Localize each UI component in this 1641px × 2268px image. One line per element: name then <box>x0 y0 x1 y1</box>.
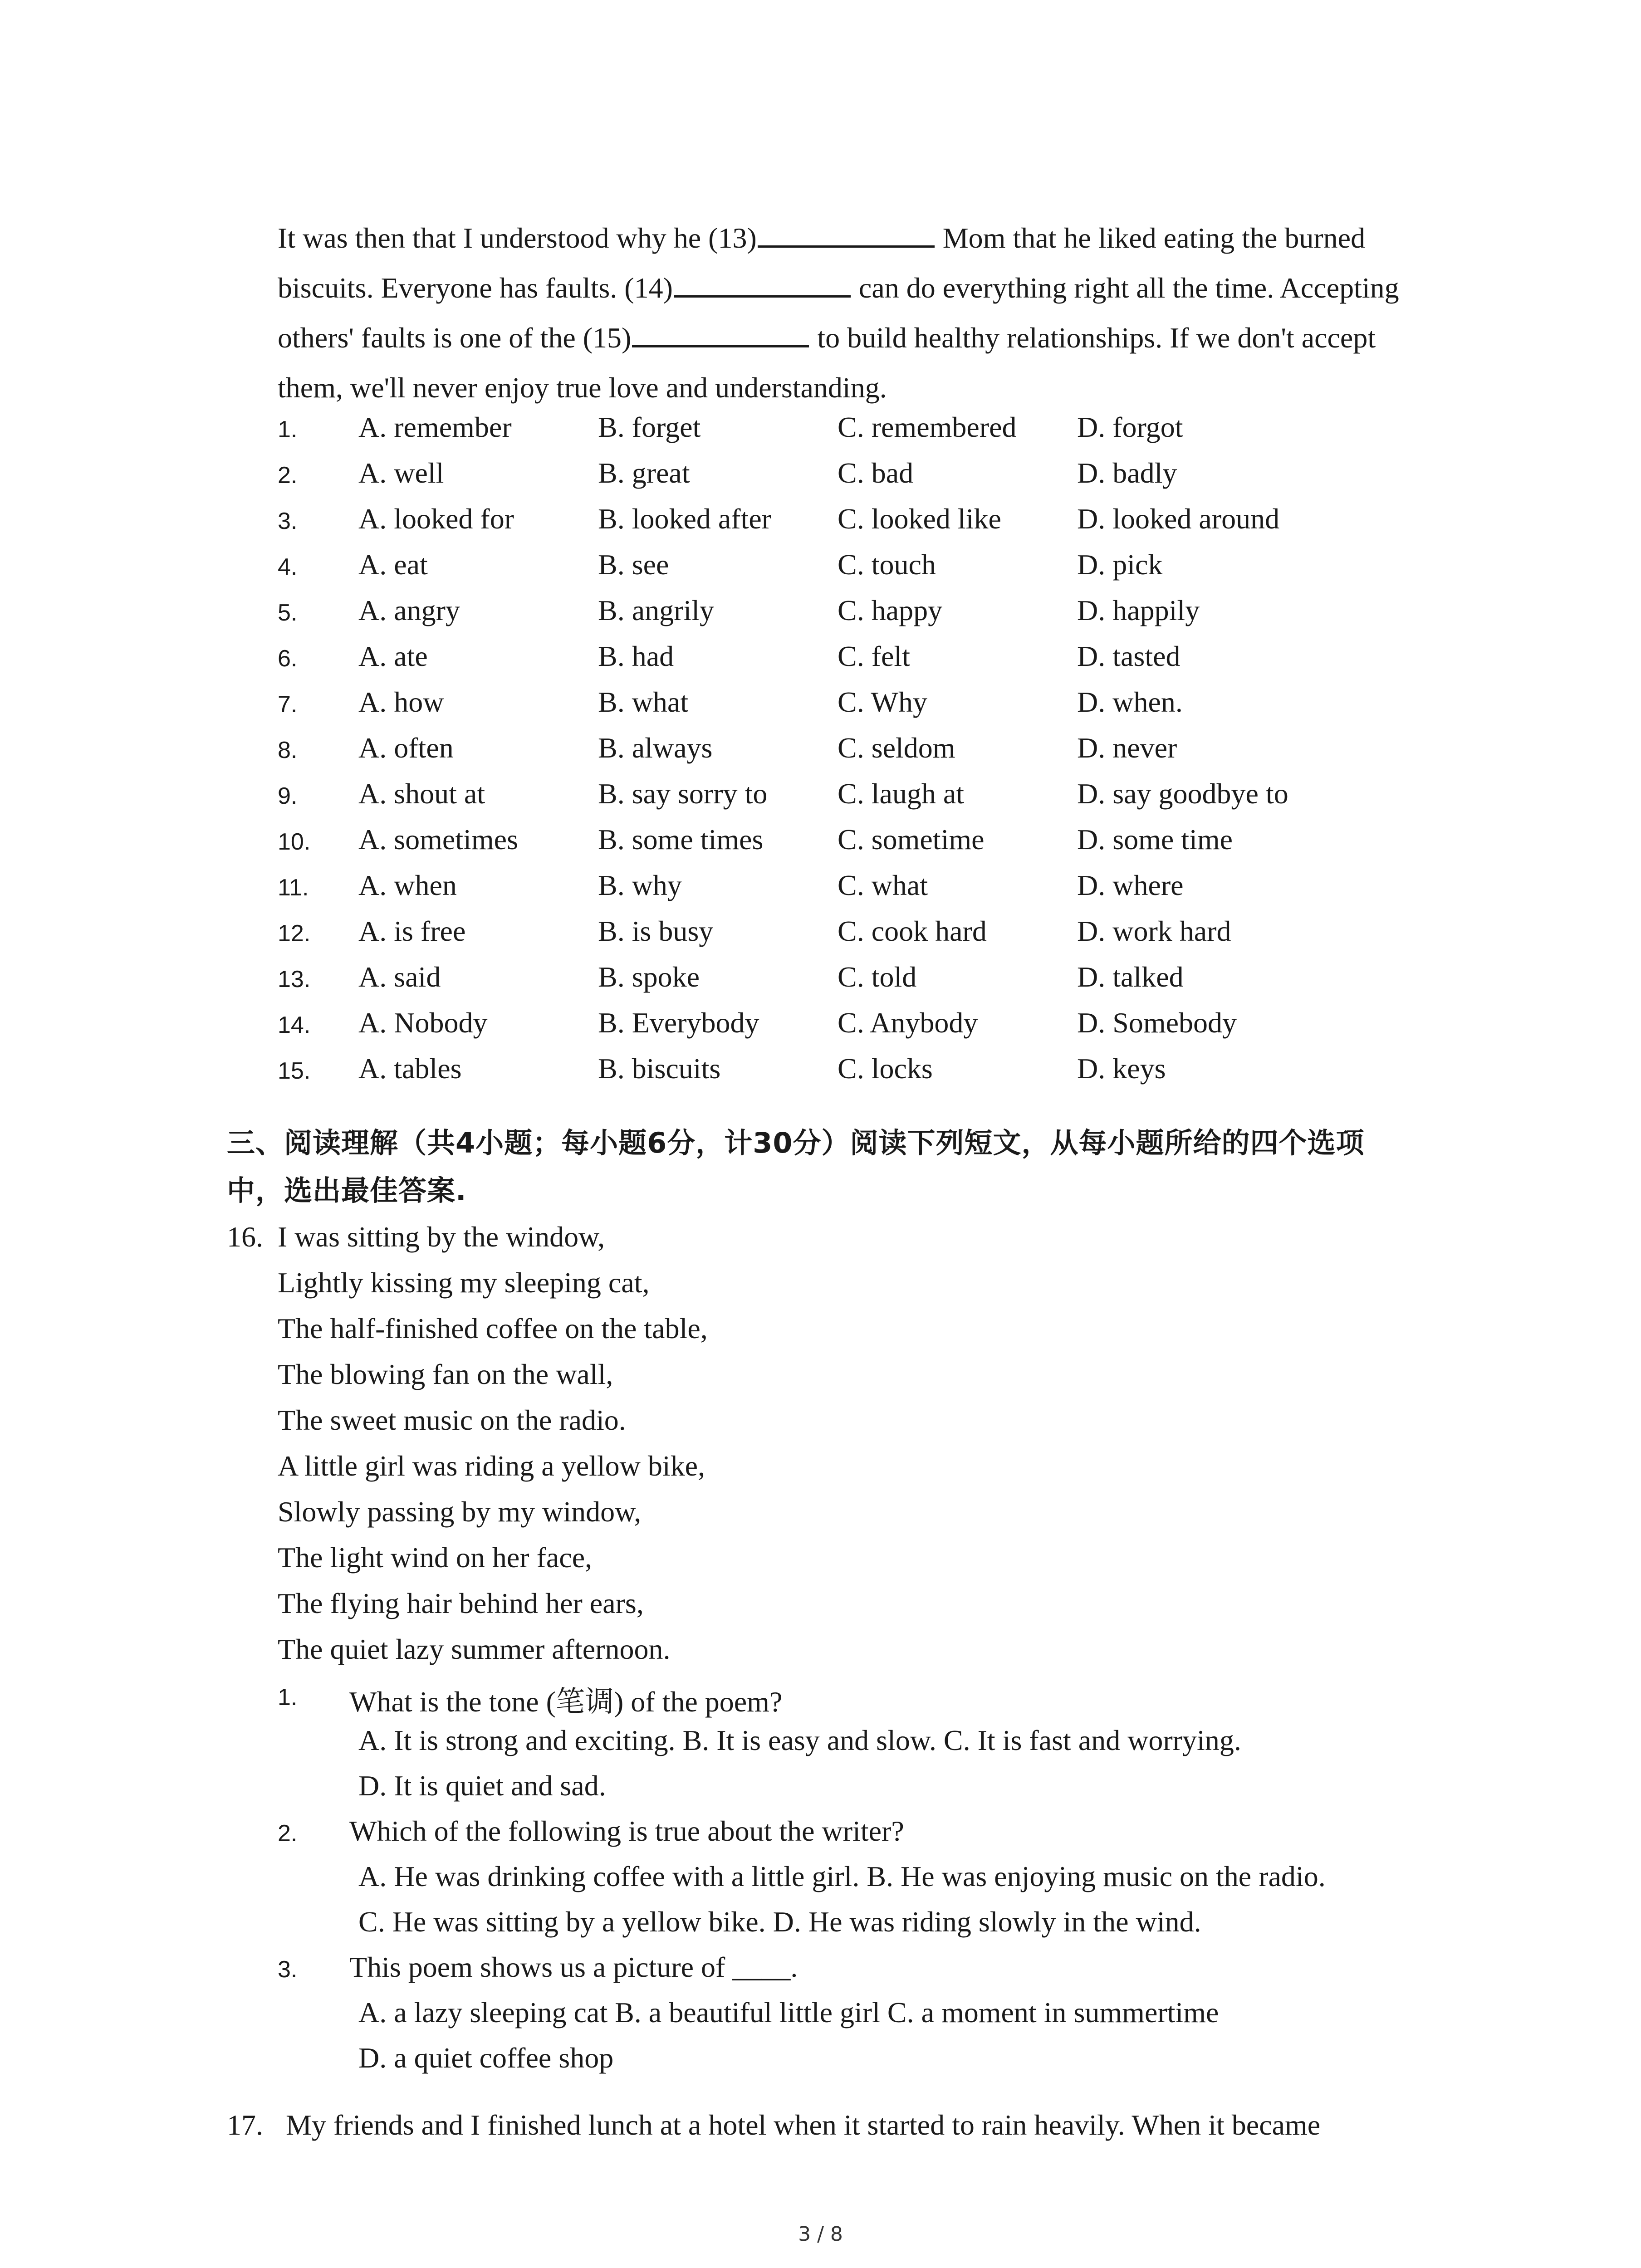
sub-question-1-options-line-1: A. It is strong and exciting. B. It is easy and slow. C. It is fast and worrying. <box>358 1724 1241 1756</box>
cloze-option-number: 6. <box>278 645 298 672</box>
cloze-option-c: C. touch <box>838 548 936 581</box>
cloze-option-d: D. say goodbye to <box>1077 777 1288 810</box>
cloze-option-c: C. locks <box>838 1052 933 1085</box>
cloze-option-a: A. sometimes <box>358 823 518 855</box>
cloze-option-b: B. angrily <box>598 594 714 626</box>
cloze-option-b: B. say sorry to <box>598 777 768 810</box>
cloze-option-number: 10. <box>278 829 311 855</box>
sub-question-1-stem: What is the tone (笔调) of the poem? <box>349 1686 783 1718</box>
cloze-option-b: B. forget <box>598 411 701 443</box>
cloze-option-number: 14. <box>278 1012 311 1038</box>
cloze-option-number: 4. <box>278 554 298 580</box>
question-17-text: My friends and I finished lunch at a hotel when it started to rain heavily. When it became <box>286 2109 1321 2141</box>
cloze-option-number: 12. <box>278 920 311 947</box>
passage-line-4: them, we'll never enjoy true love and understanding. <box>278 371 887 404</box>
cloze-option-c: C. Why <box>838 686 927 718</box>
poem-line: The light wind on her face, <box>278 1541 593 1574</box>
cloze-option-c: C. felt <box>838 640 910 672</box>
cloze-option-d: D. where <box>1077 869 1184 901</box>
cloze-option-a: A. often <box>358 732 454 764</box>
question-16-number: 16. <box>227 1221 263 1253</box>
passage-line-1: It was then that I understood why he (13) Mom that he liked eating the burned <box>278 222 1366 254</box>
cloze-option-number: 2. <box>278 462 298 489</box>
blank-15 <box>632 322 809 347</box>
passage-line-3: others' faults is one of the (15) to build healthy relationships. If we don't accept <box>278 322 1376 354</box>
cloze-option-c: C. sometime <box>838 823 985 855</box>
cloze-option-c: C. happy <box>838 594 943 626</box>
cloze-option-b: B. some times <box>598 823 764 855</box>
sub-question-3-options-line-1: A. a lazy sleeping cat B. a beautiful little girl C. a moment in summertime <box>358 1996 1219 2028</box>
cloze-option-c: C. cook hard <box>838 915 987 947</box>
sub-question-3-number: 3. <box>278 1956 298 1983</box>
sub-question-1-options-line-2: D. It is quiet and sad. <box>358 1769 606 1802</box>
cloze-option-d: D. when. <box>1077 686 1183 718</box>
cloze-option-number: 13. <box>278 966 311 992</box>
cloze-option-a: A. how <box>358 686 444 718</box>
cloze-option-d: D. forgot <box>1077 411 1183 443</box>
sub-question-3-options-line-2: D. a quiet coffee shop <box>358 2042 614 2074</box>
poem-line: The flying hair behind her ears, <box>278 1587 644 1619</box>
poem-line: The half-finished coffee on the table, <box>278 1312 708 1344</box>
poem-line: Slowly passing by my window, <box>278 1496 642 1528</box>
cloze-option-number: 7. <box>278 691 298 718</box>
cloze-option-number: 1. <box>278 416 298 443</box>
cloze-option-d: D. looked around <box>1077 503 1280 535</box>
blank-14 <box>674 272 851 298</box>
cloze-option-c: C. bad <box>838 457 914 489</box>
cloze-option-a: A. remember <box>358 411 512 443</box>
cloze-option-a: A. eat <box>358 548 428 581</box>
sub-question-3-stem: This poem shows us a picture of ____. <box>349 1951 798 1983</box>
cloze-option-b: B. spoke <box>598 961 700 993</box>
cloze-option-number: 9. <box>278 783 298 809</box>
cloze-option-number: 8. <box>278 737 298 763</box>
cloze-option-a: A. when <box>358 869 457 901</box>
cloze-option-d: D. some time <box>1077 823 1233 855</box>
sub-question-2-number: 2. <box>278 1820 298 1847</box>
sub-question-1-number: 1. <box>278 1684 298 1711</box>
cloze-option-c: C. what <box>838 869 928 901</box>
cloze-option-a: A. said <box>358 961 441 993</box>
cloze-option-d: D. work hard <box>1077 915 1231 947</box>
cloze-option-d: D. tasted <box>1077 640 1181 672</box>
poem-line: The quiet lazy summer afternoon. <box>278 1633 671 1665</box>
cloze-option-number: 5. <box>278 600 298 626</box>
page-number: 3 / 8 <box>798 2223 843 2246</box>
cloze-option-a: A. angry <box>358 594 460 626</box>
sub-question-2-stem: Which of the following is true about the writer? <box>349 1815 904 1847</box>
cloze-option-a: A. Nobody <box>358 1007 488 1039</box>
cloze-option-number: 11. <box>278 875 309 901</box>
cloze-option-number: 3. <box>278 508 298 534</box>
cloze-option-b: B. biscuits <box>598 1052 721 1085</box>
cloze-option-d: D. pick <box>1077 548 1163 581</box>
cloze-option-a: A. shout at <box>358 777 485 810</box>
section-heading-line-1: 三、阅读理解（共4小题；每小题6分，计30分）阅读下列短文，从每小题所给的四个选项 <box>227 1126 1365 1159</box>
cloze-option-c: C. seldom <box>838 732 955 764</box>
cloze-option-c: C. told <box>838 961 917 993</box>
poem-line: I was sitting by the window, <box>278 1221 605 1253</box>
cloze-option-b: B. looked after <box>598 503 772 535</box>
cloze-option-d: D. Somebody <box>1077 1007 1237 1039</box>
cloze-option-c: C. Anybody <box>838 1007 978 1039</box>
cloze-option-number: 15. <box>278 1058 311 1084</box>
section-heading-line-2: 中，选出最佳答案. <box>227 1174 467 1207</box>
cloze-option-c: C. remembered <box>838 411 1017 443</box>
cloze-option-b: B. what <box>598 686 689 718</box>
poem-line: Lightly kissing my sleeping cat, <box>278 1266 650 1299</box>
question-17-number: 17. <box>227 2109 263 2141</box>
cloze-option-a: A. looked for <box>358 503 514 535</box>
cloze-option-c: C. laugh at <box>838 777 965 810</box>
poem-line: The sweet music on the radio. <box>278 1404 626 1436</box>
cloze-option-b: B. see <box>598 548 669 581</box>
cloze-option-a: A. tables <box>358 1052 462 1085</box>
cloze-option-d: D. badly <box>1077 457 1177 489</box>
cloze-option-b: B. is busy <box>598 915 714 947</box>
cloze-option-c: C. looked like <box>838 503 1001 535</box>
cloze-option-d: D. happily <box>1077 594 1200 626</box>
poem-line: A little girl was riding a yellow bike, <box>278 1450 705 1482</box>
sub-question-2-options-line-2: C. He was sitting by a yellow bike. D. He was riding slowly in the wind. <box>358 1906 1201 1938</box>
cloze-option-b: B. great <box>598 457 690 489</box>
cloze-option-a: A. well <box>358 457 444 489</box>
cloze-option-b: B. Everybody <box>598 1007 759 1039</box>
poem-line: The blowing fan on the wall, <box>278 1358 613 1390</box>
cloze-option-b: B. always <box>598 732 713 764</box>
passage-line-2: biscuits. Everyone has faults. (14) can do everything right all the time. Accepting <box>278 272 1399 304</box>
cloze-option-d: D. talked <box>1077 961 1184 993</box>
cloze-option-d: D. keys <box>1077 1052 1166 1085</box>
cloze-option-a: A. ate <box>358 640 428 672</box>
sub-question-2-options-line-1: A. He was drinking coffee with a little girl. B. He was enjoying music on the radio. <box>358 1860 1326 1892</box>
blank-13 <box>758 222 935 248</box>
cloze-option-b: B. had <box>598 640 674 672</box>
cloze-option-d: D. never <box>1077 732 1177 764</box>
cloze-option-b: B. why <box>598 869 682 901</box>
cloze-option-a: A. is free <box>358 915 466 947</box>
